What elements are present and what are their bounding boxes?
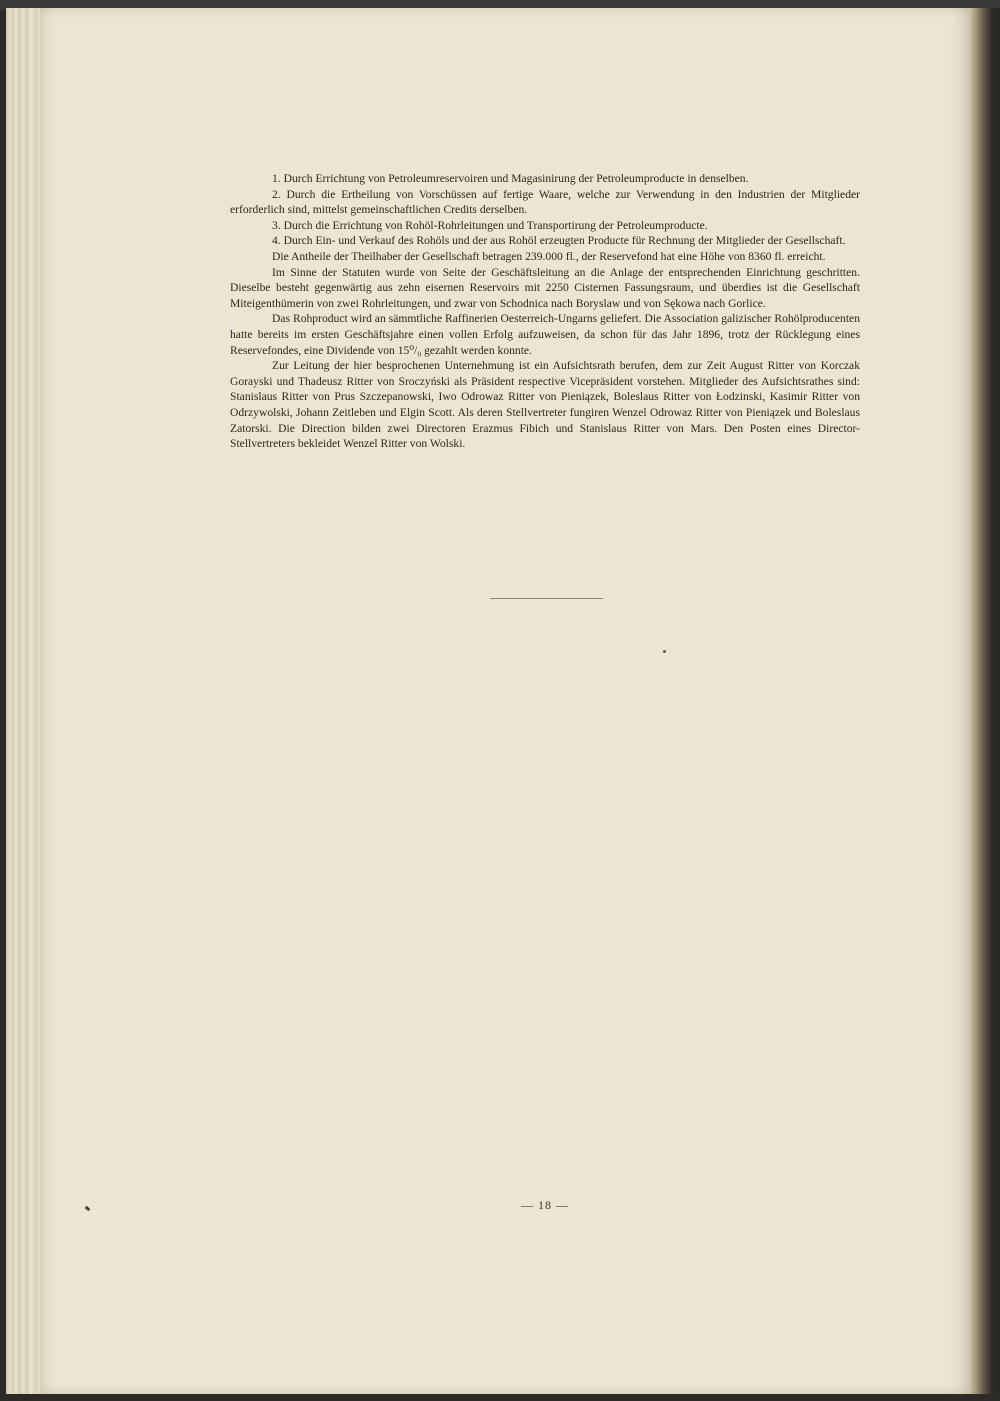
paragraph-item-2: 2. Durch die Ertheilung von Vorschüssen auf fertige Waare, welche zur Verwendung in den Industrien der Mitglieder erforderlich sind, mittelst gemeinschaftlichen Credits derselben.	[230, 187, 860, 217]
page-number: — 18 —	[521, 1198, 569, 1212]
paper-speck	[663, 650, 666, 653]
paragraph-leitung: Zur Leitung der hier besprochenen Unternehmung ist ein Aufsichtsrath berufen, dem zur Zeit August Ritter von Korczak Gorayski und Thadeusz Ritter von Sroczyński als Präsident respective Vicepräsident vorstehen. Mitglieder des Aufsichtsrathes sind: Stanislaus Ritter von Prus Szczepanowski, Iwo Odrowaz Ritter von Pieniązek, Boleslaus Ritter von Łodzinski, Kasimir Ritter von Odrzywolski, Johann Zeitleben und Elgin Scott. Als deren Stellvertreter fungiren Wenzel Odrowaz Ritter von Pieniązek und Boleslaus Zatorski. Die Direction bilden zwei Directoren Erazmus Fibich und Stanislaus Ritter von Mars. Den Posten eines Director-Stellvertreters bekleidet Wenzel Ritter von Wolski.	[230, 359, 860, 451]
book-page-stack	[6, 8, 40, 1394]
scan-bottom-edge	[0, 1394, 1000, 1401]
paragraph-item-1: 1. Durch Errichtung von Petroleumreservoiren und Magasinirung der Petroleumproducte in denselben.	[272, 172, 749, 185]
paragraph-item-3: 3. Durch die Errichtung von Rohöl-Rohrleitungen und Transportirung der Petroleumproducte.	[272, 218, 708, 232]
paragraph-shares: Die Antheile der Theilhaber der Gesellschaft betragen 239.000 fl., der Reservefond hat eine Höhe von 8360 fl. erreicht.	[272, 249, 826, 263]
book-spine-edge	[970, 8, 1000, 1394]
section-divider-rule	[490, 598, 603, 599]
paragraph-statutes: Im Sinne der Statuten wurde von Seite der Geschäftsleitung an die Anlage der entsprechenden Einrichtung geschritten. Dieselbe besteht gegenwärtig aus zehn eisernen Reservoirs mit 2250 Cisternen Fassungsraum, und überdies ist die Gesellschaft Miteigenthümerin von zwei Rohrleitungen, und zwar von Schodnica nach Boryslaw und von Sękowa nach Gorlice.	[230, 265, 860, 310]
paragraph-item-4: 4. Durch Ein- und Verkauf des Rohöls und der aus Rohöl erzeugten Producte für Rechnung der Mitglieder der Gesellschaft.	[272, 234, 846, 248]
paragraph-rohproduct: Das Rohproduct wird an sämmtliche Raffinerien Oesterreich-Ungarns geliefert. Die Association galizischer Rohölproducenten hatte bereits im ersten Geschäftsjahre einen vollen Erfolg aufzuweisen, da schon für das Jahr 1896, trotz der Rücklegung eines Reservefondes, eine Dividende von 15⁰/₀ gezahlt werden konnte.	[230, 312, 860, 357]
body-text	[230, 171, 860, 452]
